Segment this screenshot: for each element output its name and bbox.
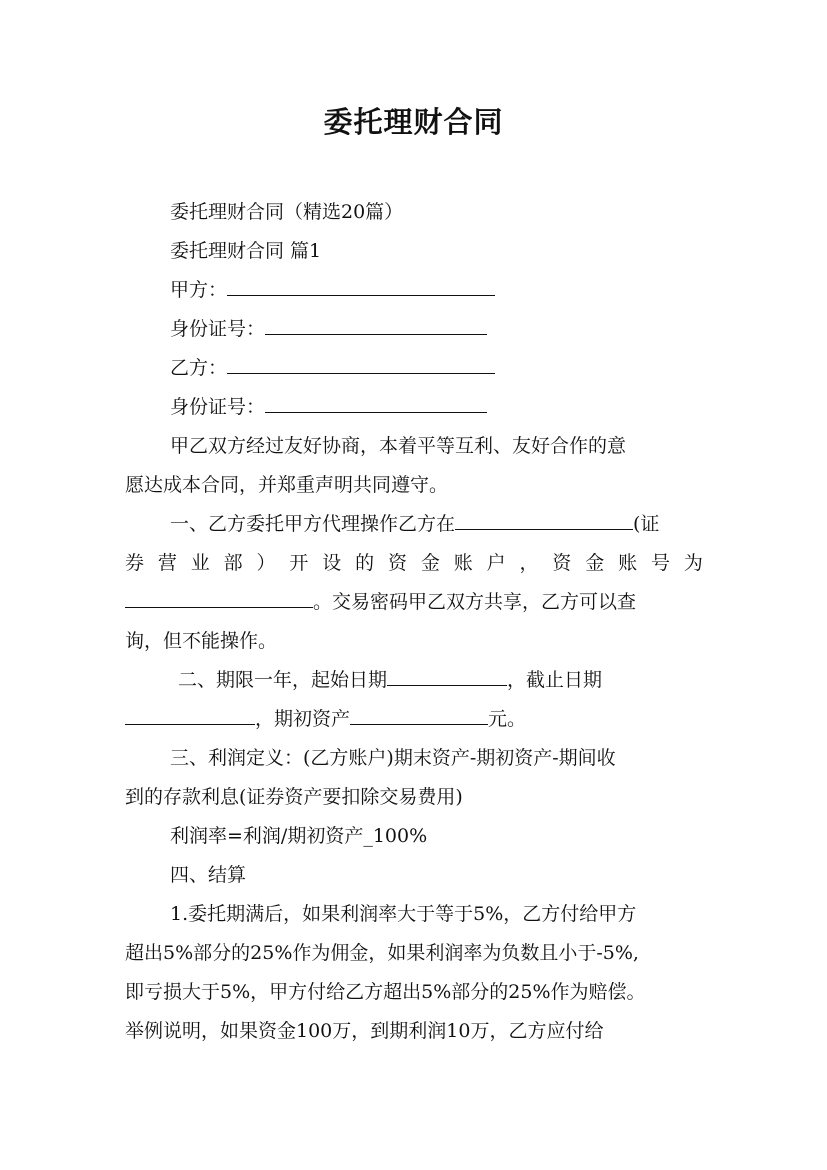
clause1-row2-char: 金 bbox=[585, 552, 605, 574]
clause4-heading: 四、结算 bbox=[170, 864, 247, 886]
clause1-blank-number bbox=[125, 589, 313, 608]
clause1-text-a: 一、乙方委托甲方代理操作乙方在 bbox=[170, 513, 456, 535]
clause1-row2-char: 金 bbox=[420, 552, 440, 574]
clause1-row2-char: 户 bbox=[486, 552, 506, 574]
clause2-line-2 bbox=[125, 706, 526, 732]
id-blank-2 bbox=[265, 394, 487, 413]
clause1-row2-char: ， bbox=[519, 552, 539, 574]
clause1-row2-char: 号 bbox=[651, 552, 671, 574]
clause1-row2-char: ） bbox=[256, 552, 276, 574]
clause1-row2-char: 营 bbox=[157, 552, 177, 574]
settlement-line-3: 即亏损大于5%，甲方付给乙方超出5%部分的25%作为赔偿。 bbox=[125, 981, 646, 1003]
clause1-row2-char: 券 bbox=[125, 552, 145, 574]
intro-line-2: 愿达成本合同，并郑重声明共同遵守。 bbox=[125, 474, 449, 496]
clause1-line-1 bbox=[170, 511, 659, 537]
clause2-blank-end bbox=[125, 706, 255, 725]
profit-formula: 利润率=利润/期初资产_100% bbox=[170, 825, 428, 847]
id-blank-1 bbox=[265, 316, 487, 335]
party-a-line bbox=[170, 277, 495, 303]
clause1-line-4: 询，但不能操作。 bbox=[125, 630, 278, 652]
clause1-row2-char: 账 bbox=[618, 552, 638, 574]
party-b-line bbox=[170, 355, 495, 381]
clause1-row2-char: 开 bbox=[289, 552, 309, 574]
clause2-text-b: ，截止日期 bbox=[507, 669, 603, 691]
clause1-text-c: 。交易密码甲乙双方共享，乙方可以查 bbox=[313, 591, 637, 613]
clause1-row2-char: 资 bbox=[552, 552, 572, 574]
settlement-line-4: 举例说明，如果资金100万，到期利润10万，乙方应付给 bbox=[125, 1020, 604, 1042]
document-title: 委托理财合同 bbox=[323, 105, 504, 139]
clause2-text-d: 元。 bbox=[488, 708, 527, 730]
party-b-blank bbox=[227, 355, 495, 374]
clause2-text-c: ，期初资产 bbox=[255, 708, 351, 730]
clause1-row2-char: 设 bbox=[322, 552, 342, 574]
clause3-line-1: 三、利润定义：(乙方账户)期末资产-期初资产-期间收 bbox=[170, 747, 616, 769]
party-a-label: 甲方： bbox=[170, 279, 228, 301]
id-line-2 bbox=[170, 394, 487, 420]
id-line-1 bbox=[170, 316, 487, 342]
intro-line-1: 甲乙双方经过友好协商，本着平等互利、友好合作的意 bbox=[170, 435, 627, 457]
clause1-row2-char: 部 bbox=[223, 552, 243, 574]
settlement-line-1: 1.委托期满后，如果利润率大于等于5%，乙方付给甲方 bbox=[170, 903, 637, 925]
clause1-line-3 bbox=[125, 589, 636, 615]
id-label-1: 身份证号： bbox=[170, 318, 266, 340]
clause3-line-2: 到的存款利息(证券资产要扣除交易费用) bbox=[125, 786, 463, 808]
clause1-row2-char: 为 bbox=[683, 552, 703, 574]
clause1-row2-char: 业 bbox=[190, 552, 210, 574]
clause1-row2-char: 的 bbox=[355, 552, 375, 574]
subtitle: 委托理财合同（精选20篇） bbox=[170, 201, 404, 223]
section-heading: 委托理财合同 篇1 bbox=[170, 240, 322, 262]
clause2-text-a: 二、期限一年，起始日期 bbox=[178, 669, 388, 691]
party-b-label: 乙方： bbox=[170, 357, 228, 379]
clause1-row2-char: 资 bbox=[388, 552, 408, 574]
clause2-line-1 bbox=[178, 667, 602, 693]
clause2-blank-start bbox=[387, 667, 507, 686]
clause1-row2-char: 账 bbox=[453, 552, 473, 574]
clause2-blank-assets bbox=[350, 706, 488, 725]
clause1-line-2 bbox=[125, 550, 703, 576]
id-label-2: 身份证号： bbox=[170, 396, 266, 418]
clause1-text-b: (证 bbox=[633, 513, 660, 535]
clause1-blank-account bbox=[455, 511, 633, 530]
settlement-line-2: 超出5%部分的25%作为佣金，如果利润率为负数且小于-5%, bbox=[125, 942, 639, 964]
party-a-blank bbox=[227, 277, 495, 296]
